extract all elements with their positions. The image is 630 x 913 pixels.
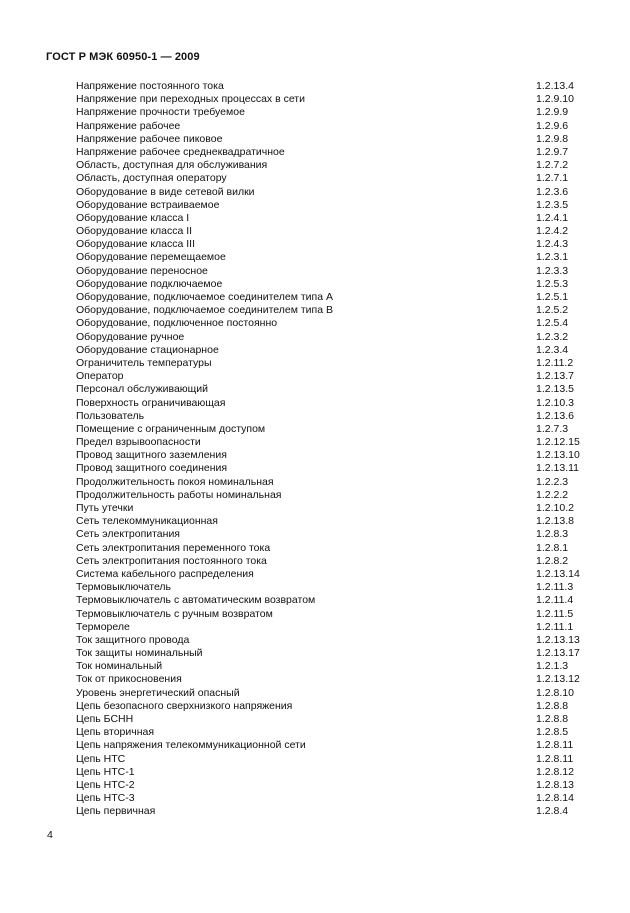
index-clause-ref: 1.2.13.12 — [536, 673, 580, 686]
index-term: Цепь безопасного сверхнизкого напряжения — [76, 699, 293, 712]
index-clause-ref: 1.2.5.2 — [536, 304, 569, 317]
index-row — [76, 225, 616, 238]
index-term: Напряжение постоянного тока — [76, 80, 224, 92]
index-clause-ref: 1.2.8.12 — [536, 765, 574, 778]
index-row — [76, 805, 616, 818]
index-row — [76, 199, 616, 212]
index-term: Термовыключатель с автоматическим возвратом — [76, 594, 316, 607]
index-row — [76, 489, 616, 502]
index-row — [76, 186, 616, 199]
index-clause-ref: 1.2.8.3 — [536, 528, 569, 541]
index-term: Ограничитель температуры — [76, 356, 212, 369]
index-row — [76, 383, 616, 396]
index-row — [76, 634, 616, 647]
index-clause-ref: 1.2.9.10 — [536, 93, 574, 106]
index-term: Оборудование встраиваемое — [76, 198, 220, 211]
index-clause-ref: 1.2.4.2 — [536, 225, 569, 238]
index-row — [76, 542, 616, 555]
index-row — [76, 647, 616, 660]
index-clause-ref: 1.2.8.11 — [536, 752, 574, 765]
index-clause-ref: 1.2.8.10 — [536, 686, 574, 699]
index-term: Оборудование переносное — [76, 264, 208, 277]
term-index-list — [76, 80, 616, 819]
index-row — [76, 357, 616, 370]
index-term: Провод защитного заземления — [76, 449, 227, 462]
page-number: 4 — [47, 829, 53, 841]
index-row — [76, 608, 616, 621]
index-clause-ref: 1.2.13.7 — [536, 370, 574, 383]
index-clause-ref: 1.2.13.5 — [536, 383, 574, 396]
index-term: Поверхность ограничивающая — [76, 396, 226, 409]
index-term: Ток номинальный — [76, 660, 163, 673]
index-clause-ref: 1.2.13.4 — [536, 80, 574, 92]
index-term: Напряжение рабочее среднеквадратичное — [76, 145, 285, 158]
index-clause-ref: 1.2.13.11 — [536, 462, 580, 475]
index-row — [76, 673, 616, 686]
index-term: Оборудование подключаемое — [76, 277, 223, 290]
index-clause-ref: 1.2.9.9 — [536, 106, 569, 119]
index-term: Оборудование класса I — [76, 211, 190, 224]
index-row — [76, 423, 616, 436]
index-row — [76, 779, 616, 792]
index-term: Цепь напряжения телекоммуникационной сети — [76, 739, 306, 752]
index-row — [76, 726, 616, 739]
index-clause-ref: 1.2.8.11 — [536, 739, 574, 752]
index-clause-ref: 1.2.10.3 — [536, 396, 574, 409]
index-clause-ref: 1.2.8.1 — [536, 541, 569, 554]
index-term: Напряжение рабочее пиковое — [76, 132, 223, 145]
index-row — [76, 476, 616, 489]
index-term: Оборудование, подключенное постоянно — [76, 317, 278, 330]
index-row — [76, 410, 616, 423]
index-row — [76, 80, 616, 93]
index-clause-ref: 1.2.9.8 — [536, 132, 569, 145]
index-row — [76, 528, 616, 541]
index-row — [76, 133, 616, 146]
index-term: Цепь НТС-3 — [76, 792, 135, 805]
index-row — [76, 700, 616, 713]
index-term: Система кабельного распределения — [76, 567, 254, 580]
index-clause-ref: 1.2.5.3 — [536, 277, 569, 290]
index-clause-ref: 1.2.2.2 — [536, 488, 569, 501]
index-term: Напряжение при переходных процессах в сети — [76, 93, 305, 106]
index-clause-ref: 1.2.11.3 — [536, 581, 574, 594]
index-row — [76, 766, 616, 779]
index-clause-ref: 1.2.8.2 — [536, 554, 569, 567]
index-row — [76, 120, 616, 133]
index-term: Сеть телекоммуникационная — [76, 515, 218, 528]
index-term: Оборудование в виде сетевой вилки — [76, 185, 255, 198]
index-term: Напряжение прочности требуемое — [76, 106, 245, 119]
index-term: Пользователь — [76, 409, 145, 422]
index-row — [76, 621, 616, 634]
index-clause-ref: 1.2.1.3 — [536, 660, 569, 673]
index-term: Цепь вторичная — [76, 726, 155, 739]
index-term: Область, доступная для обслуживания — [76, 159, 268, 172]
index-clause-ref: 1.2.3.6 — [536, 185, 569, 198]
index-term: Напряжение рабочее — [76, 119, 181, 132]
index-term: Продолжительность покоя номинальная — [76, 475, 274, 488]
index-row — [76, 291, 616, 304]
index-clause-ref: 1.2.11.5 — [536, 607, 574, 620]
index-clause-ref: 1.2.8.8 — [536, 699, 569, 712]
index-term: Уровень энергетический опасный — [76, 686, 240, 699]
index-clause-ref: 1.2.3.3 — [536, 264, 569, 277]
index-clause-ref: 1.2.11.1 — [536, 620, 574, 633]
index-clause-ref: 1.2.3.1 — [536, 251, 569, 264]
index-row — [76, 739, 616, 752]
index-row — [76, 687, 616, 700]
index-term: Ток защиты номинальный — [76, 647, 203, 660]
index-row — [76, 93, 616, 106]
index-row — [76, 568, 616, 581]
index-clause-ref: 1.2.8.13 — [536, 778, 574, 791]
index-row — [76, 449, 616, 462]
index-row — [76, 713, 616, 726]
index-clause-ref: 1.2.11.2 — [536, 356, 574, 369]
index-term: Цепь НТС-2 — [76, 778, 135, 791]
index-row — [76, 581, 616, 594]
index-row — [76, 251, 616, 264]
index-term: Оператор — [76, 370, 124, 383]
index-row — [76, 172, 616, 185]
index-term: Ток от прикосновения — [76, 673, 182, 686]
index-clause-ref: 1.2.13.8 — [536, 515, 574, 528]
index-row — [76, 265, 616, 278]
index-clause-ref: 1.2.8.5 — [536, 726, 569, 739]
index-term: Оборудование класса II — [76, 225, 193, 238]
index-term: Предел взрывоопасности — [76, 436, 201, 449]
index-clause-ref: 1.2.8.4 — [536, 805, 569, 818]
index-row — [76, 792, 616, 805]
index-clause-ref: 1.2.3.5 — [536, 198, 569, 211]
index-row — [76, 212, 616, 225]
index-term: Оборудование перемещаемое — [76, 251, 226, 264]
index-row — [76, 317, 616, 330]
index-term: Термовыключатель — [76, 581, 172, 594]
index-clause-ref: 1.2.9.7 — [536, 145, 569, 158]
index-row — [76, 594, 616, 607]
index-clause-ref: 1.2.13.10 — [536, 449, 580, 462]
index-term: Цепь НТС — [76, 752, 126, 765]
index-term: Путь утечки — [76, 502, 134, 514]
index-clause-ref: 1.2.7.2 — [536, 159, 569, 172]
index-clause-ref: 1.2.5.1 — [536, 291, 569, 303]
index-clause-ref: 1.2.7.1 — [536, 172, 569, 185]
index-row — [76, 331, 616, 344]
index-row — [76, 344, 616, 357]
index-row — [76, 753, 616, 766]
index-term: Оборудование ручное — [76, 330, 185, 343]
index-clause-ref: 1.2.3.4 — [536, 343, 569, 356]
index-row — [76, 146, 616, 159]
index-clause-ref: 1.2.12.15 — [536, 436, 580, 449]
index-row — [76, 159, 616, 172]
index-term: Персонал обслуживающий — [76, 383, 209, 396]
index-clause-ref: 1.2.4.1 — [536, 211, 569, 224]
index-clause-ref: 1.2.5.4 — [536, 317, 569, 330]
index-row — [76, 660, 616, 673]
index-term: Оборудование стационарное — [76, 343, 219, 356]
index-term: Цепь первичная — [76, 805, 156, 818]
index-row — [76, 370, 616, 383]
index-row — [76, 238, 616, 251]
index-clause-ref: 1.2.8.8 — [536, 713, 569, 725]
index-clause-ref: 1.2.10.2 — [536, 502, 574, 514]
document-header: ГОСТ Р МЭК 60950-1 — 2009 — [46, 51, 200, 63]
index-clause-ref: 1.2.13.6 — [536, 409, 574, 422]
index-row — [76, 502, 616, 515]
index-clause-ref: 1.2.7.3 — [536, 422, 569, 435]
index-clause-ref: 1.2.13.13 — [536, 633, 580, 646]
index-term: Продолжительность работы номинальная — [76, 488, 282, 501]
index-row — [76, 397, 616, 410]
index-term: Оборудование класса III — [76, 238, 196, 251]
index-term: Цепь НТС-1 — [76, 765, 135, 778]
index-term: Цепь БСНН — [76, 713, 134, 725]
index-term: Термовыключатель с ручным возвратом — [76, 607, 273, 620]
index-term: Оборудование, подключаемое соединителем типа В — [76, 304, 333, 317]
index-term: Провод защитного соединения — [76, 462, 228, 475]
index-row — [76, 555, 616, 568]
index-term: Термореле — [76, 620, 130, 633]
index-clause-ref: 1.2.13.14 — [536, 567, 580, 580]
index-term: Оборудование, подключаемое соединителем типа А — [76, 291, 333, 303]
index-row — [76, 515, 616, 528]
index-term: Сеть электропитания постоянного тока — [76, 554, 267, 567]
index-row — [76, 436, 616, 449]
index-row — [76, 304, 616, 317]
index-clause-ref: 1.2.9.6 — [536, 119, 569, 132]
index-clause-ref: 1.2.2.3 — [536, 475, 569, 488]
index-row — [76, 106, 616, 119]
index-term: Область, доступная оператору — [76, 172, 227, 185]
index-clause-ref: 1.2.11.4 — [536, 594, 574, 607]
index-clause-ref: 1.2.13.17 — [536, 647, 580, 660]
index-row — [76, 278, 616, 291]
index-row — [76, 462, 616, 475]
index-clause-ref: 1.2.3.2 — [536, 330, 569, 343]
index-term: Помещение с ограниченным доступом — [76, 422, 266, 435]
index-term: Сеть электропитания переменного тока — [76, 541, 271, 554]
index-term: Сеть электропитания — [76, 528, 180, 541]
index-clause-ref: 1.2.8.14 — [536, 792, 574, 805]
index-term: Ток защитного провода — [76, 633, 190, 646]
index-clause-ref: 1.2.4.3 — [536, 238, 569, 251]
